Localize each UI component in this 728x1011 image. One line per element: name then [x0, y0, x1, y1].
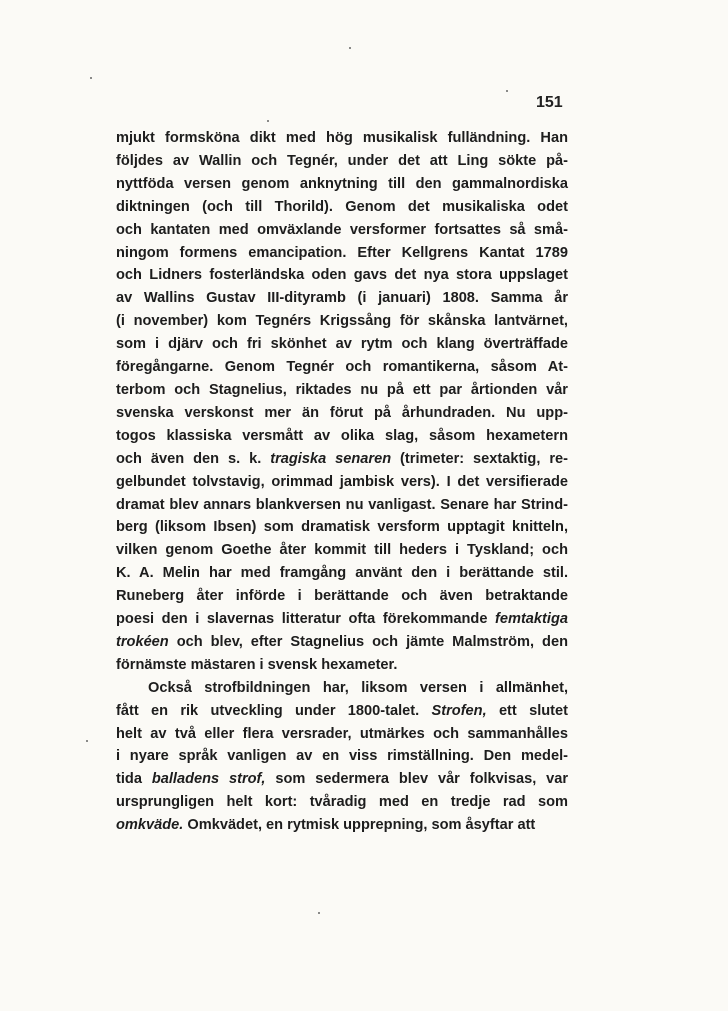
- text-line: [116, 585, 568, 608]
- text-segment: helt av två eller flera versrader, utmärkes och sammanhålles: [116, 725, 568, 742]
- italic-term: femtaktiga: [495, 611, 568, 628]
- text-line: [116, 242, 568, 265]
- text-segment: och kantaten med omväxlande versformer fortsattes så små-: [116, 221, 568, 238]
- italic-term: Strofen,: [431, 702, 487, 719]
- text-line: [116, 608, 568, 631]
- text-segment: av Wallins Gustav III-dityramb (i januari) 1808. Samma år: [116, 290, 568, 307]
- text-line: [116, 150, 568, 173]
- text-line: [116, 539, 568, 562]
- text-line: [116, 310, 568, 333]
- text-line: [116, 562, 568, 585]
- text-line: [116, 333, 568, 356]
- text-line: [116, 654, 568, 677]
- text-line: [116, 723, 568, 746]
- page-number: 151: [536, 94, 563, 111]
- italic-term: trokéen: [116, 633, 169, 650]
- scan-speck: [90, 77, 92, 79]
- text-segment: föregångarne. Genom Tegnér och romantikerna, såsom At-: [116, 359, 568, 376]
- text-segment: berg (liksom Ibsen) som dramatisk versform upptagit knitteln,: [116, 519, 568, 536]
- text-segment: Också strofbildningen har, liksom versen i allmänhet,: [148, 679, 568, 696]
- text-segment: förnämste mästaren i svensk hexameter.: [116, 656, 398, 673]
- text-line: [116, 768, 568, 791]
- text-line: [116, 677, 568, 700]
- text-segment: diktningen (och till Thorild). Genom det musikaliska odet: [116, 198, 568, 215]
- text-line: [116, 745, 568, 768]
- italic-term: tragiska senaren: [270, 450, 392, 467]
- text-line: [116, 402, 568, 425]
- italic-term: balladens strof,: [151, 771, 266, 788]
- text-line: [116, 516, 568, 539]
- scan-speck: [267, 120, 269, 122]
- scan-speck: [349, 47, 351, 49]
- italic-term: omkväde.: [116, 817, 184, 834]
- text-segment: (i november) kom Tegnérs Krigssång för skånska lantvärnet,: [116, 313, 568, 330]
- text-line: [116, 631, 568, 654]
- scan-speck: [506, 90, 508, 92]
- body-text: [116, 127, 568, 837]
- text-line: [116, 425, 568, 448]
- text-line: [116, 471, 568, 494]
- text-line: [116, 700, 568, 723]
- text-segment: i nyare språk vanligen av en viss rimställning. Den medel-: [116, 748, 568, 765]
- text-segment: tida: [116, 771, 152, 788]
- text-segment: ursprungligen helt kort: tvåradig med en tredje rad som: [116, 794, 568, 811]
- text-segment: terbom och Stagnelius, riktades nu på ett par årtionden vår: [116, 381, 568, 398]
- text-segment: poesi den i slavernas litteratur ofta förekommande: [116, 611, 495, 628]
- text-segment: K. A. Melin har med framgång använt den i berättande stil.: [116, 565, 568, 582]
- text-segment: som i djärv och fri skönhet av rytm och klang överträffade: [116, 336, 568, 353]
- text-segment: och blev, efter Stagnelius och jämte Malmström, den: [168, 633, 568, 650]
- text-segment: gelbundet tolvstavig, orimmad jambisk vers). I det versifierade: [116, 473, 568, 490]
- scan-speck: [318, 912, 320, 914]
- text-segment: togos klassiska versmått av olika slag, såsom hexametern: [116, 427, 568, 444]
- text-segment: ett slutet: [486, 702, 568, 719]
- text-segment: vilken genom Goethe åter kommit till heders i Tyskland; och: [116, 542, 568, 559]
- text-line: [116, 379, 568, 402]
- text-line: [116, 448, 568, 471]
- text-segment: svenska verskonst mer än förut på århundraden. Nu upp-: [116, 404, 568, 421]
- text-line: [116, 287, 568, 310]
- text-segment: följdes av Wallin och Tegnér, under det att Ling sökte på-: [116, 152, 568, 169]
- text-segment: Runeberg åter införde i berättande och även betraktande: [116, 588, 568, 605]
- text-line: [116, 791, 568, 814]
- text-segment: dramat blev annars blankversen nu vanligast. Senare har Strind-: [116, 496, 568, 513]
- text-line: [116, 814, 568, 837]
- text-segment: nyttföda versen genom anknytning till den gammalnordiska: [116, 175, 568, 192]
- text-segment: fått en rik utveckling under 1800-talet.: [116, 702, 432, 719]
- scan-speck: [86, 740, 88, 742]
- text-segment: (trimeter: sextaktig, re-: [391, 450, 568, 467]
- text-segment: som sedermera blev vår folkvisas, var: [265, 771, 569, 788]
- text-line: [116, 127, 568, 150]
- text-line: [116, 173, 568, 196]
- text-line: [116, 264, 568, 287]
- text-line: [116, 356, 568, 379]
- text-segment: Omkvädet, en rytmisk upprepning, som åsyftar att: [183, 817, 536, 834]
- text-line: [116, 219, 568, 242]
- text-segment: ningom formens emancipation. Efter Kellgrens Kantat 1789: [116, 244, 568, 261]
- text-line: [116, 494, 568, 517]
- text-segment: mjukt formsköna dikt med hög musikalisk fulländning. Han: [116, 130, 568, 146]
- text-line: [116, 196, 568, 219]
- text-segment: och Lidners fosterländska oden gavs det nya stora uppslaget: [116, 267, 568, 284]
- text-segment: och även den s. k.: [116, 450, 271, 467]
